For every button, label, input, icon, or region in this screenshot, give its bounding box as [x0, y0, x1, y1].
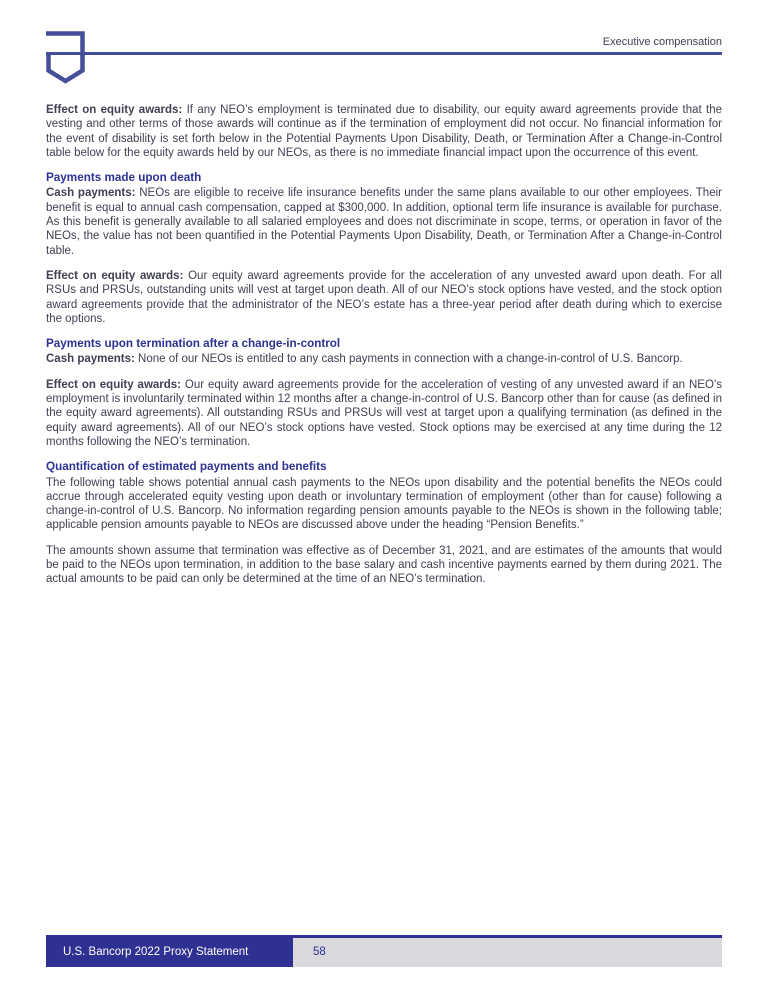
paragraph-text: NEOs are eligible to receive life insurance benefits under the same plans available to our other employees. Their benefit is equal to annual cash compensation, capped at $300,000. In addition, optional term life insurance is available for purchase. As this benefit is generally available to all salaried employees and does not discriminate in scope, terms, or operation in favor of the NEOs, the value has not been quantified in the Potential Payments Upon Disability, Death, or Termination After a Change-in-Control table. — [46, 187, 722, 257]
section-label: Executive compensation — [602, 36, 722, 48]
footer-doc-title: U.S. Bancorp 2022 Proxy Statement — [46, 938, 293, 967]
paragraph-lead: Effect on equity awards: — [46, 104, 183, 116]
section-heading-payments-after-change-in-control: Payments upon termination after a change-in-control — [46, 337, 341, 351]
paragraph-lead: Effect on equity awards: — [46, 269, 184, 282]
us-bancorp-shield-icon — [44, 29, 92, 87]
paragraph-effect-equity-disability — [46, 103, 722, 160]
paragraph-effect-equity-death — [46, 269, 722, 326]
paragraph-text: If any NEO’s employment is terminated due to disability, our equity award agreements provide that the vesting and other terms of those awards will continue as if the termination of employment did not occur. No financial information for the event of disability is set forth below in the Potential Payments Upon Disability, Death, or Termination After a Change-in-Control table below for the equity awards held by our NEOs, as there is no immediate financial impact upon the occurrence of this event. — [46, 104, 723, 159]
paragraph-lead: Cash payments: — [46, 187, 136, 200]
footer-bar — [46, 938, 722, 967]
paragraph-lead: Cash payments: — [46, 353, 135, 366]
page-footer — [46, 935, 722, 967]
section-heading-payments-made-upon-death: Payments made upon death — [46, 171, 202, 185]
paragraph-text: Our equity award agreements provide for the acceleration of vesting of any unvested award if an NEO’s employment is involuntarily terminated within 12 months after a change-in-control of U.S. Bancorp other than for cause (as defined in the equity award agreements). All outstanding RSUs and PRSUs will vest at target upon a qualifying termination (as defined in the equity award agreements). All of our NEO’s stock options have vested. Stock options may be exercised at any time during the 12 months following the NEO’s termination. — [46, 378, 722, 448]
footer-page-number: 58 — [293, 938, 722, 967]
paragraph-lead: Effect on equity awards: — [46, 378, 182, 391]
paragraph-amounts-assumption: The amounts shown assume that termination was effective as of December 31, 2021, and are estimates of the amounts that would be paid to the NEOs upon termination, in addition to the base salary and cash incentive payments earned by them during 2021. The actual amounts to be paid can only be determined at the time of an NEO’s termination. — [46, 544, 722, 586]
header-rule — [46, 52, 722, 55]
section-heading-quantification: Quantification of estimated payments and benefits — [46, 460, 327, 474]
paragraph-effect-equity-cic — [46, 378, 722, 449]
paragraph-quantification-intro: The following table shows potential annual cash payments to the NEOs upon disability and the potential benefits the NEOs could accrue through accelerated equity vesting upon death or involuntary termination of employment (other than for cause) following a change-in-control of U.S. Bancorp. No information regarding pension amounts payable to the NEOs is shown in the following table; applicable pension amounts payable to NEOs are discussed above under the heading “Pension Benefits.” — [46, 476, 722, 532]
paragraph-text: Our equity award agreements provide for the acceleration of any unvested award upon death. For all RSUs and PRSUs, outstanding units will vest at target upon death. All of our NEO’s stock options have vested, and the stock option award agreements provide that the administrator of the NEO’s estate has a three-year period after death during which to exercise the options. — [46, 269, 722, 325]
paragraph-text: None of our NEOs is entitled to any cash payments in connection with a change-in-control of U.S. Bancorp. — [138, 353, 683, 366]
paragraph-cash-payments-cic — [46, 352, 722, 366]
paragraph-cash-payments-death — [46, 186, 722, 257]
page-body — [46, 103, 722, 598]
